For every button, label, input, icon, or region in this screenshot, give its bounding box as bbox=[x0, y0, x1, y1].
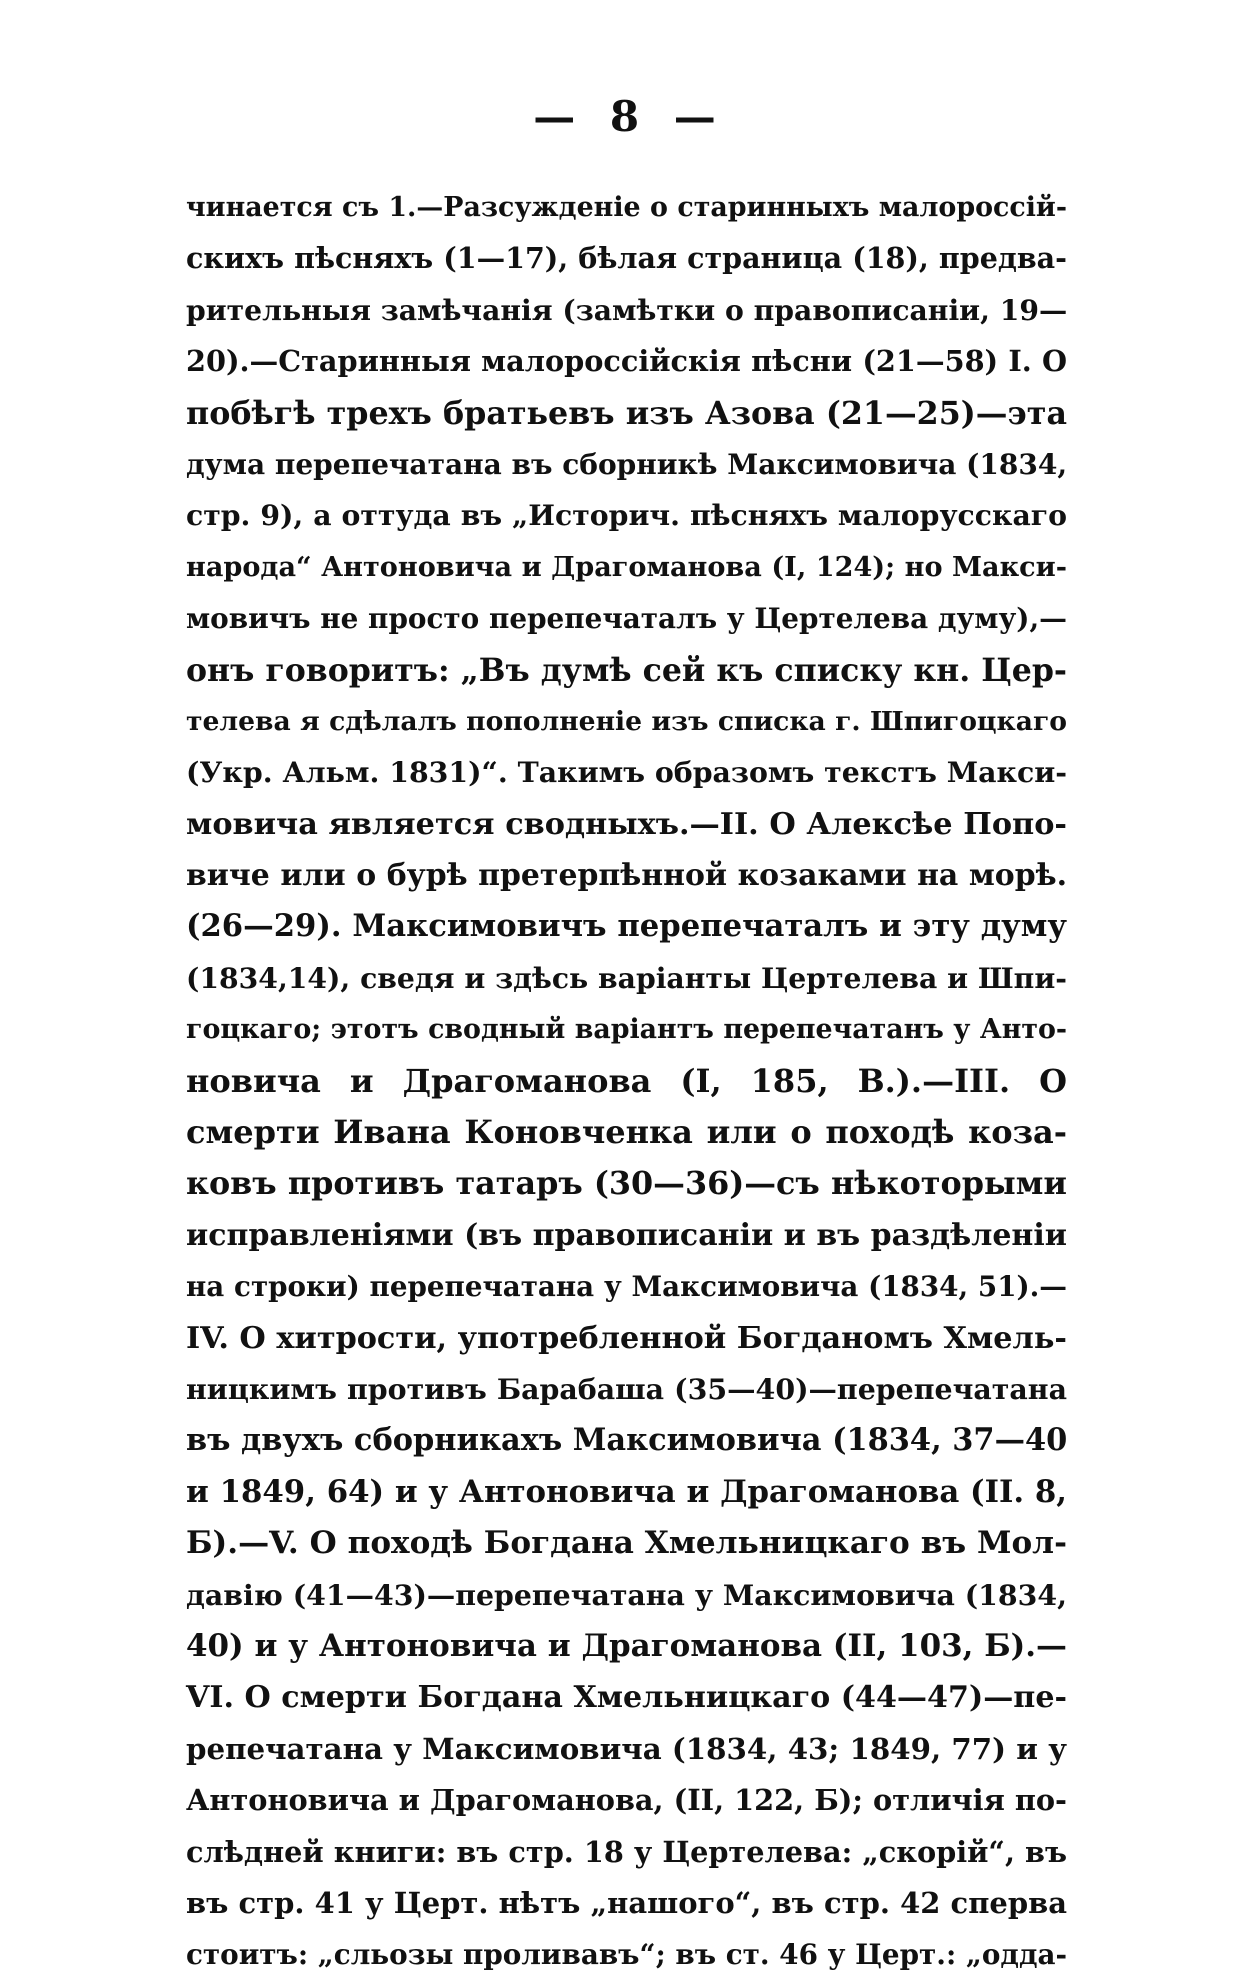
text-line: въ двухъ сборникахъ Максимовича (1834, 37—40 bbox=[186, 1422, 1068, 1459]
text-line: смерти Ивана Коновченка или о походѣ коза- bbox=[186, 1113, 1067, 1152]
text-line: телева я сдѣлалъ пополненіе изъ списка г. Шпигоцкаго bbox=[186, 705, 1067, 737]
text-line: давію (41—43)—перепечатана у Максимовича (1834, bbox=[186, 1577, 1067, 1612]
text-line: чинается съ 1.—Разсужденіе о старинныхъ малороссій- bbox=[186, 192, 1067, 223]
text-line: онъ говоритъ: „Въ думѣ сей къ списку кн. Цер- bbox=[186, 651, 1067, 689]
text-line: репечатана у Максимовича (1834, 43; 1849, 77) и у bbox=[186, 1731, 1067, 1766]
text-line: дума перепечатана въ сборникѣ Максимовича (1834, bbox=[186, 447, 1068, 481]
text-line: 20).—Старинныя малороссійскія пѣсни (21—58) I. О bbox=[186, 344, 1067, 379]
text-line: ницкимъ противъ Барабаша (35—40)—перепечатана bbox=[186, 1371, 1067, 1406]
text-line: народа“ Антоновича и Драгоманова (I, 124); но Макси- bbox=[186, 551, 1067, 583]
text-line: новича и Драгоманова (I, 185, В.).—III. О bbox=[186, 1061, 1067, 1100]
text-line: на строки) перепечатана у Максимовича (1834, 51).— bbox=[186, 1270, 1067, 1304]
text-line: скихъ пѣсняхъ (1—17), бѣлая страница (18), предва- bbox=[186, 241, 1067, 276]
text-line: ковъ противъ татаръ (30—36)—съ нѣкоторыми bbox=[186, 1164, 1067, 1203]
text-line: и 1849, 64) и у Антоновича и Драгоманова (II. 8, bbox=[186, 1473, 1067, 1510]
text-line: IV. О хитрости, употребленной Богданомъ Хмель- bbox=[186, 1320, 1067, 1356]
text-line: исправленіями (въ правописаніи и въ раздѣленіи bbox=[186, 1217, 1067, 1253]
text-line: гоцкаго; этотъ сводный варіантъ перепечатанъ у Анто- bbox=[186, 1014, 1067, 1046]
text-line: (1834,14), сведя и здѣсь варіанты Цертелева и Шпи- bbox=[186, 960, 1067, 995]
text-line: рительныя замѣчанія (замѣтки о правописаніи, 19— bbox=[186, 293, 1068, 327]
text-line: Б).—V. О походѣ Богдана Хмельницкаго въ Мол- bbox=[186, 1525, 1067, 1562]
body-text bbox=[186, 182, 1067, 1981]
text-line: (Укр. Альм. 1831)“. Такимъ образомъ текстъ Макси- bbox=[186, 755, 1068, 790]
page-number: — 8 — bbox=[533, 92, 726, 141]
text-line: слѣдней книги: въ стр. 18 у Цертелева: „скорій“, въ bbox=[186, 1834, 1067, 1869]
text-line: мовича является сводныхъ.—II. О Алексѣе Попо- bbox=[186, 806, 1067, 842]
text-line: побѣгѣ трехъ братьевъ изъ Азова (21—25)—эта bbox=[186, 394, 1067, 432]
text-line: стоитъ: „сльозы проливавъ“; въ ст. 46 у Церт.: „одда- bbox=[186, 1938, 1068, 1972]
text-line: 40) и у Антоновича и Драгоманова (II, 103, Б).— bbox=[186, 1627, 1067, 1664]
text-line: (26—29). Максимовичъ перепечаталъ и эту думу bbox=[186, 908, 1067, 945]
text-line: VI. О смерти Богдана Хмельницкаго (44—47)—пе- bbox=[186, 1680, 1067, 1716]
text-line: Антоновича и Драгоманова, (II, 122, Б); отличія по- bbox=[186, 1783, 1067, 1818]
text-line: стр. 9), а оттуда въ „Историч. пѣсняхъ малорусскаго bbox=[186, 498, 1067, 533]
text-line: въ стр. 41 у Церт. нѣтъ „нашого“, въ стр. 42 сперва bbox=[186, 1885, 1067, 1920]
text-line: мовичъ не просто перепечаталъ у Цертелева думу),— bbox=[186, 602, 1067, 636]
text-line: виче или о бурѣ претерпѣнной козаками на морѣ. bbox=[186, 858, 1067, 894]
